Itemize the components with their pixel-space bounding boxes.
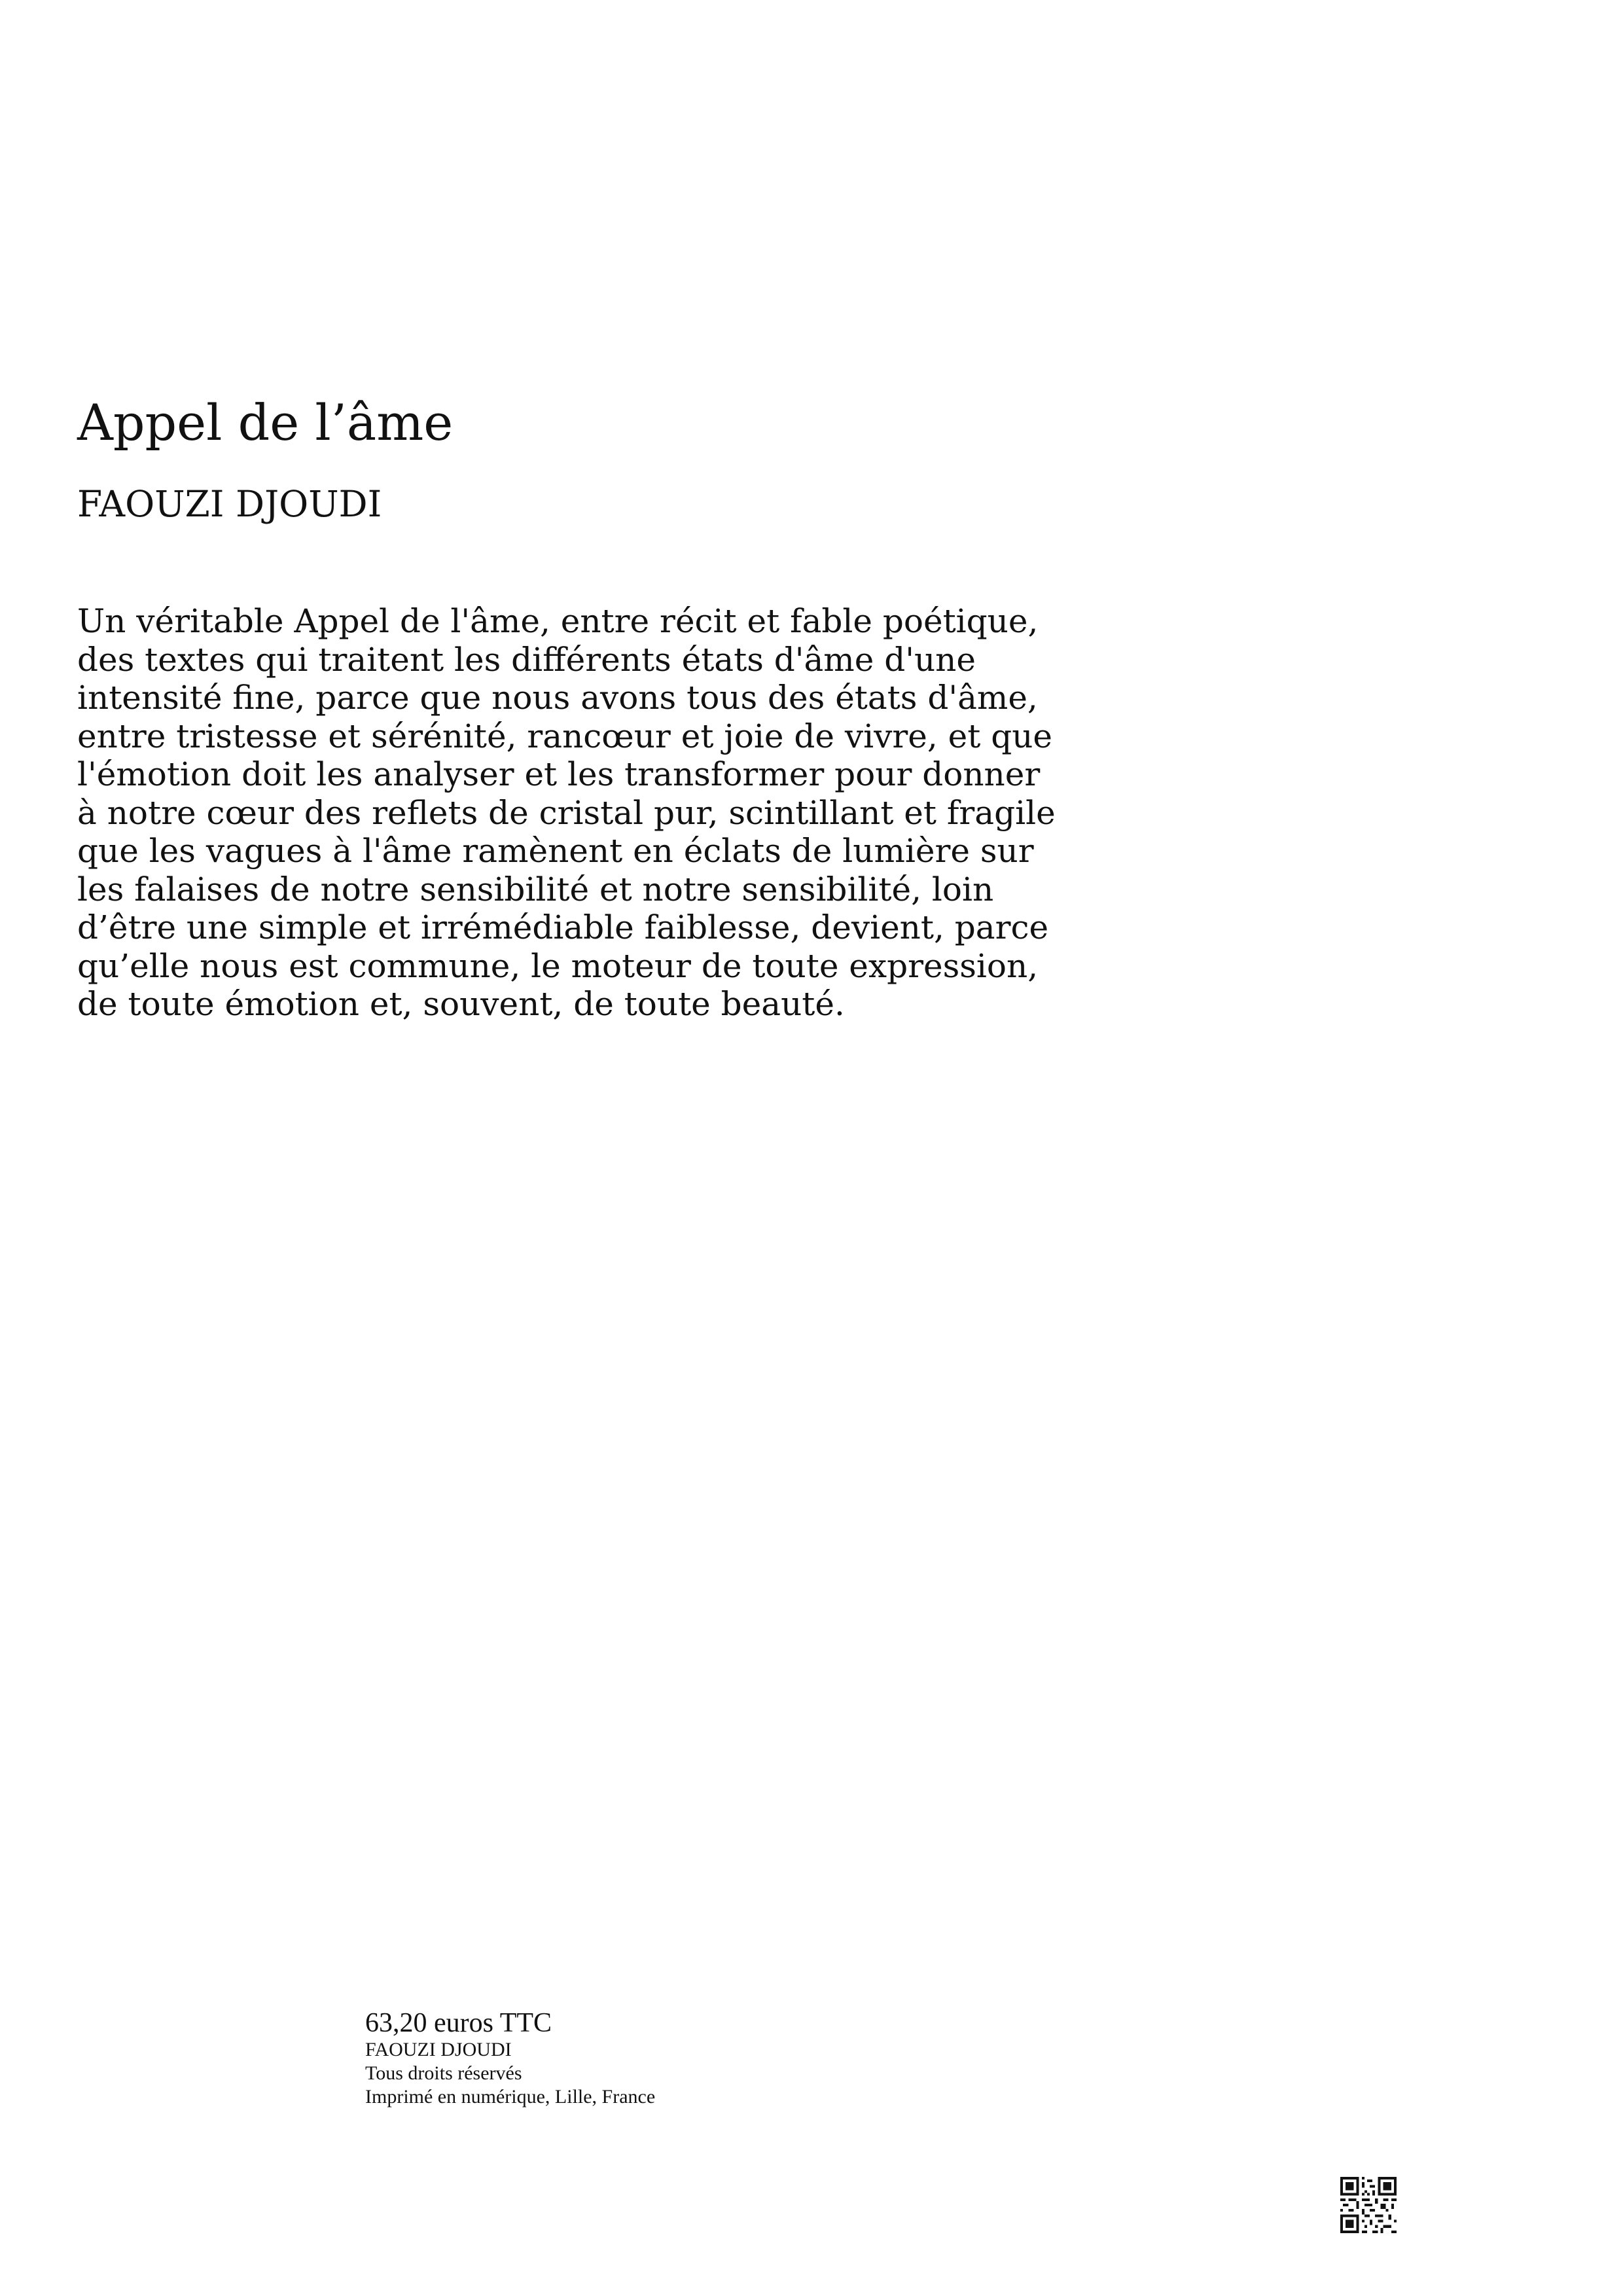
book-title: Appel de l’âme bbox=[77, 393, 454, 452]
price-label: 63,20 euros TTC bbox=[365, 2008, 552, 2038]
blurb-line: entre tristesse et sérénité, rancœur et joie de vivre, et que bbox=[77, 717, 1053, 755]
colophon bbox=[365, 2008, 655, 2109]
blurb-line: les falaises de notre sensibilité et notre sensibilité, loin bbox=[77, 870, 994, 908]
blurb-line: l'émotion doit les analyser et les transformer pour donner bbox=[77, 755, 1041, 793]
blurb-line: à notre cœur des reflets de cristal pur, scintillant et fragile bbox=[77, 793, 1056, 832]
blurb-line: qu’elle nous est commune, le moteur de toute expression, bbox=[77, 946, 1039, 985]
blurb-line: de toute émotion et, souvent, de toute beauté. bbox=[77, 985, 845, 1023]
blurb-line: intensité fine, parce que nous avons tous des états d'âme, bbox=[77, 679, 1038, 717]
qr-code-icon bbox=[1340, 2177, 1397, 2233]
blurb-line: des textes qui traitent les différents états d'âme d'une bbox=[77, 640, 976, 679]
qr-code-graphic bbox=[1340, 2177, 1397, 2233]
blurb-line: d’être une simple et irrémédiable faiblesse, devient, parce bbox=[77, 908, 1049, 946]
rights-notice: Tous droits réservés bbox=[365, 2062, 522, 2084]
print-location: Imprimé en numérique, Lille, France bbox=[365, 2086, 656, 2108]
blurb-line: que les vagues à l'âme ramènent en éclats de lumière sur bbox=[77, 832, 1034, 870]
book-author: FAOUZI DJOUDI bbox=[77, 483, 382, 525]
book-blurb bbox=[77, 602, 1255, 1024]
colophon-author: FAOUZI DJOUDI bbox=[365, 2039, 512, 2060]
blurb-line: Un véritable Appel de l'âme, entre récit et fable poétique, bbox=[77, 602, 1039, 640]
